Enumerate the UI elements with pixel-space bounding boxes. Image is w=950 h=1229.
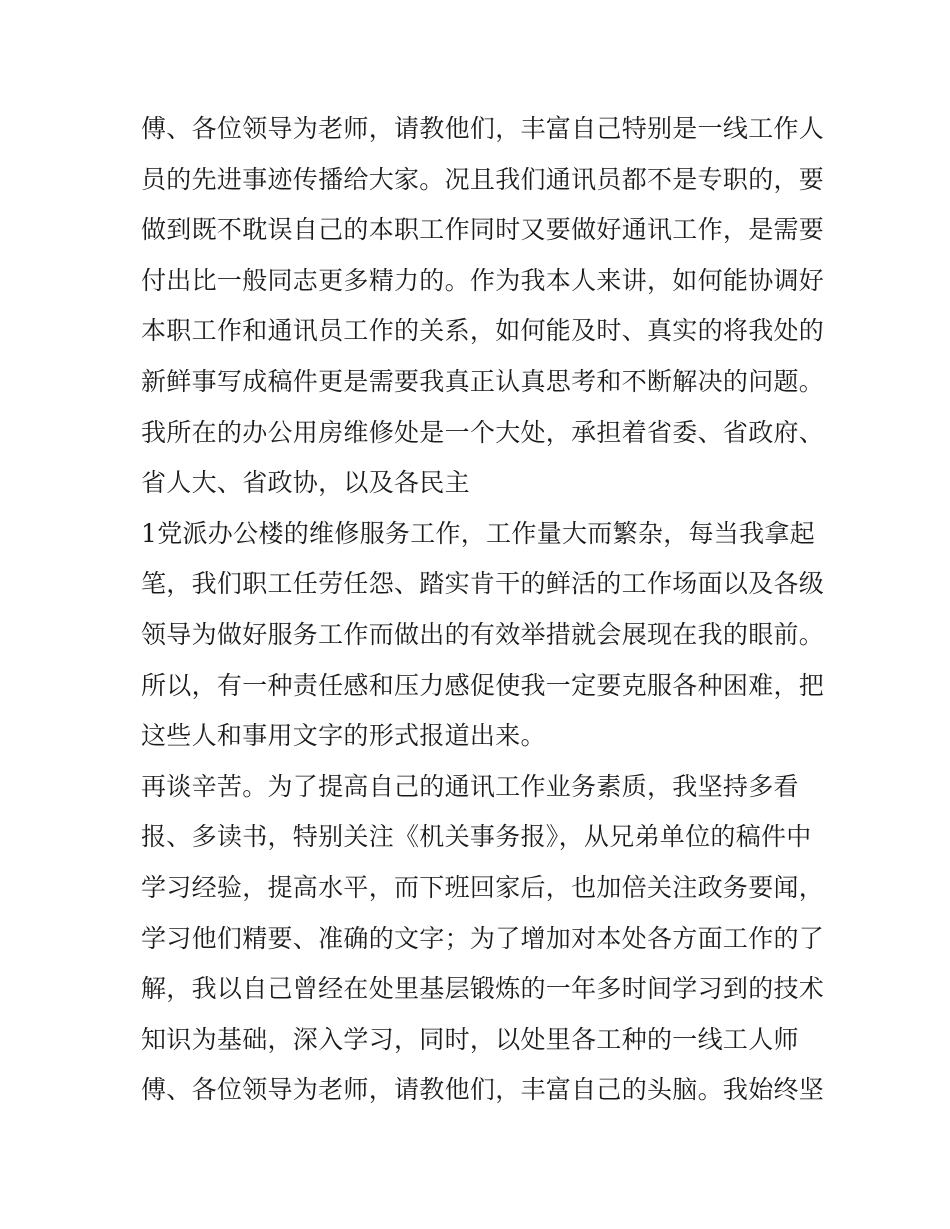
text-line: 1党派办公楼的维修服务工作，工作量大而繁杂，每当我拿起	[141, 518, 816, 548]
text-line: 我所在的办公用房维修处是一个大处，承担着省委、省政府、	[141, 417, 825, 447]
text-line: 新鲜事写成稿件更是需要我真正认真思考和不断解决的问题。	[141, 366, 825, 396]
text-line: 付出比一般同志更多精力的。作为我本人来讲，如何能协调好	[141, 265, 825, 295]
text-line: 笔，我们职工任劳任怨、踏实肯干的鲜活的工作场面以及各级	[141, 569, 825, 599]
text-line: 省人大、省政协，以及各民主	[141, 468, 470, 498]
text-line: 做到既不耽误自己的本职工作同时又要做好通讯工作，是需要	[141, 215, 825, 245]
text-line: 傅、各位领导为老师，请教他们，丰富自己的头脑。我始终坚	[141, 1075, 825, 1105]
text-line: 学习他们精要、准确的文字；为了增加对本处各方面工作的了	[141, 923, 825, 953]
text-line: 员的先进事迹传播给大家。况且我们通讯员都不是专职的，要	[141, 164, 825, 194]
text-line: 知识为基础，深入学习，同时，以处里各工种的一线工人师	[141, 1024, 799, 1054]
text-line: 领导为做好服务工作而做出的有效举措就会展现在我的眼前。	[141, 619, 825, 649]
text-line: 傅、各位领导为老师，请教他们，丰富自己特别是一线工作人	[141, 114, 825, 143]
text-line: 这些人和事用文字的形式报道出来。	[141, 721, 546, 751]
text-line: 所以，有一种责任感和压力感促使我一定要克服各种困难，把	[141, 670, 825, 700]
text-line: 解，我以自己曾经在处里基层锻炼的一年多时间学习到的技术	[141, 974, 825, 1004]
text-line: 学习经验，提高水平，而下班回家后，也加倍关注政务要闻，	[141, 872, 825, 902]
text-line: 再谈辛苦。为了提高自己的通讯工作业务素质，我坚持多看	[141, 771, 799, 801]
text-line: 报、多读书，特别关注《机关事务报》，从兄弟单位的稿件中	[141, 822, 812, 852]
text-line: 本职工作和通讯员工作的关系，如何能及时、真实的将我处的	[141, 316, 825, 346]
body-text	[141, 104, 825, 1116]
